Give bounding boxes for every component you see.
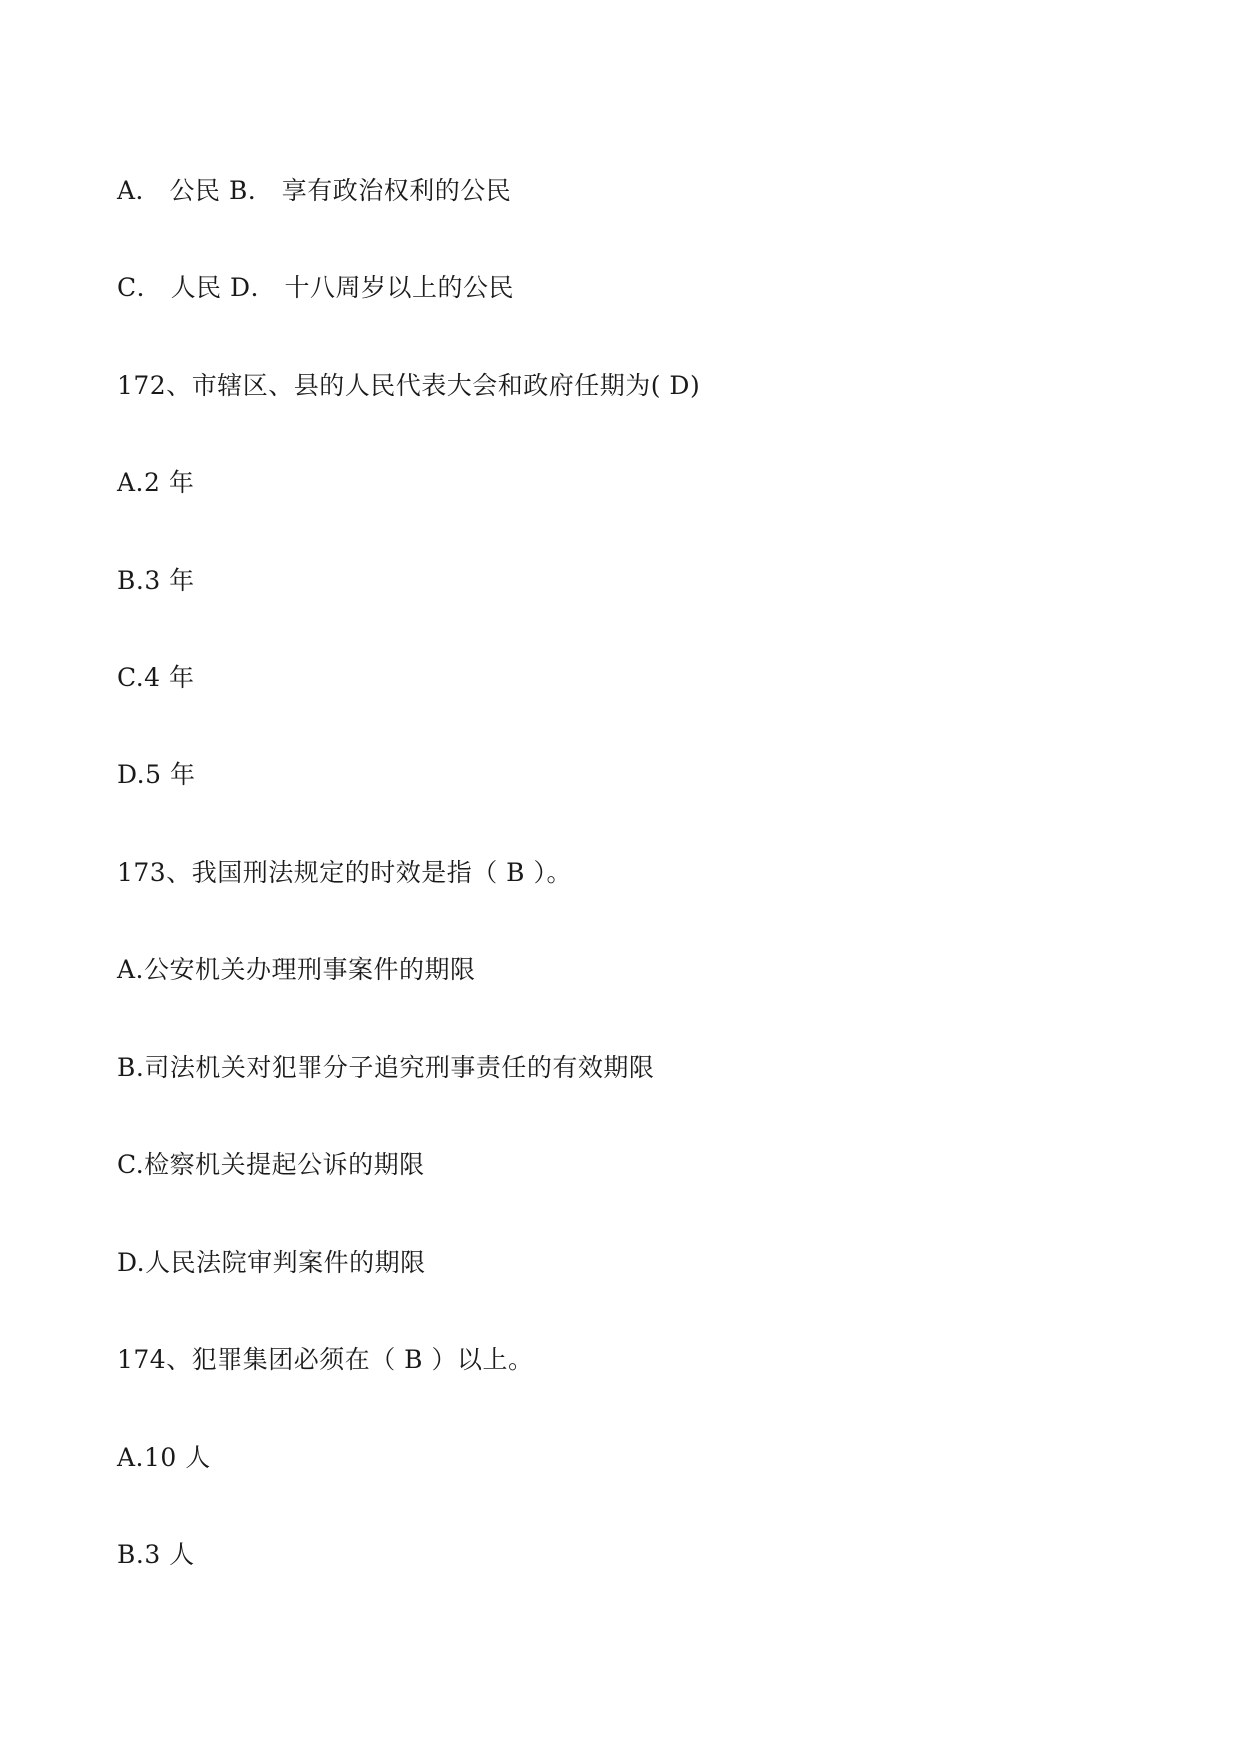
option-line-c-d: C． 人民 D． 十八周岁以上的公民 [117, 273, 515, 302]
q172-option-a: A.2 年 [117, 468, 195, 497]
q174-option-b: B.3 人 [117, 1540, 195, 1569]
question-174: 174、犯罪集团必须在（ B ）以上。 [117, 1345, 534, 1374]
q172-option-c: C.4 年 [117, 663, 195, 692]
q172-option-b: B.3 年 [117, 566, 195, 595]
question-173: 173、我国刑法规定的时效是指（ B ）。 [117, 858, 572, 887]
q172-option-d: D.5 年 [117, 760, 196, 789]
q173-option-c: C.检察机关提起公诉的期限 [117, 1150, 425, 1179]
q173-option-b: B.司法机关对犯罪分子追究刑事责任的有效期限 [117, 1053, 655, 1082]
q173-option-a: A.公安机关办理刑事案件的期限 [117, 955, 476, 984]
q173-option-d: D.人民法院审判案件的期限 [117, 1248, 426, 1277]
question-172: 172、市辖区、县的人民代表大会和政府任期为( D) [117, 371, 701, 400]
q174-option-a: A.10 人 [117, 1443, 211, 1472]
option-line-a-b: A． 公民 B． 享有政治权利的公民 [117, 176, 512, 205]
